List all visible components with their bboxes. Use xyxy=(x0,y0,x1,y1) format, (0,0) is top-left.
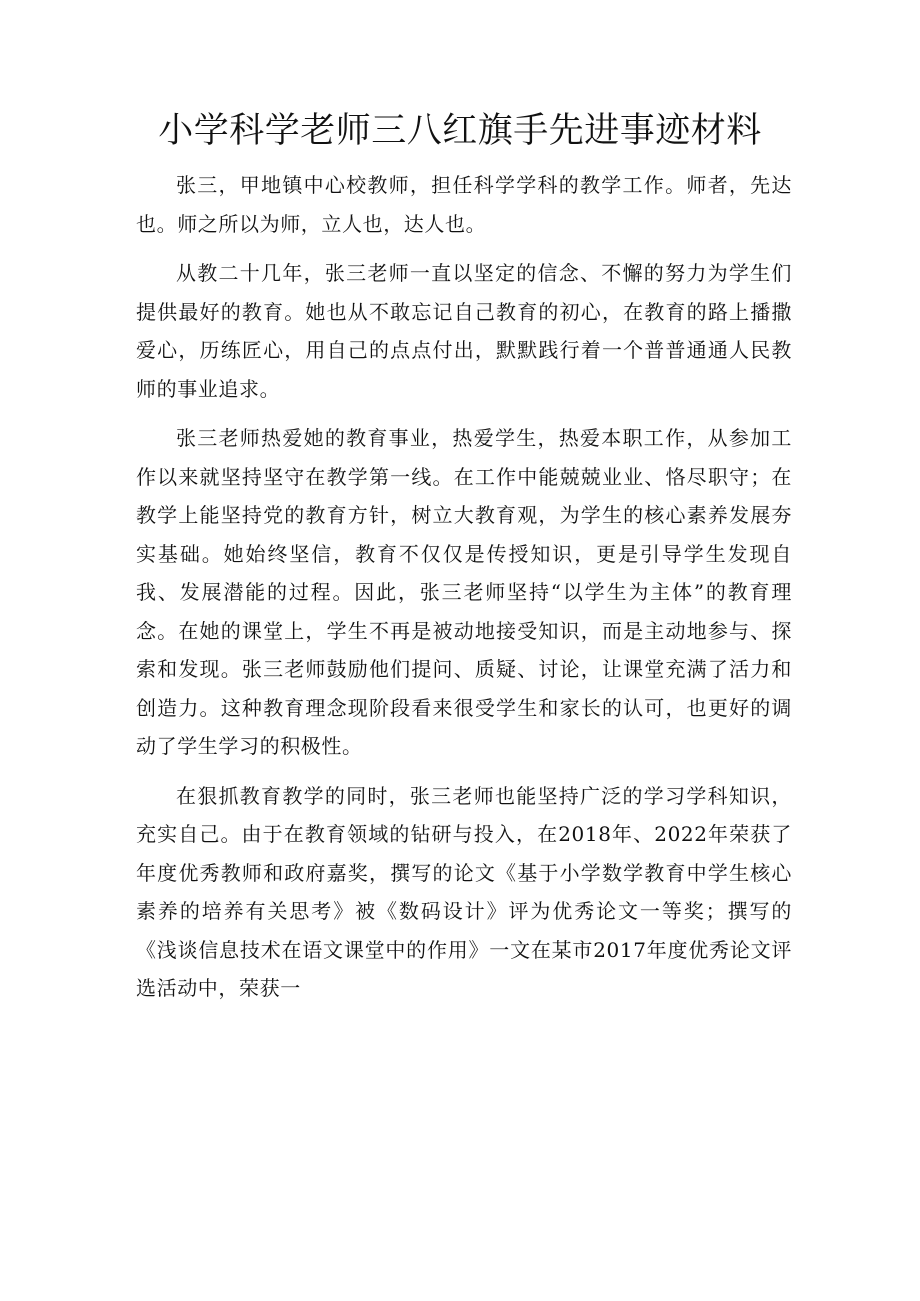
document-body xyxy=(136,166,792,1019)
paragraph-achievements: 在狠抓教育教学的同时，张三老师也能坚持广泛的学习学科知识，充实自己。由于在教育领域的钻研与投入，在2018年、2022年荣获了年度优秀教师和政府嘉奖，撰写的论文《基于小学数学教育中学生核心素养的培养有关思考》被《数码设计》评为优秀论文一等奖；撰写的《浅谈信息技术在语文课堂中的作用》一文在某市2017年度优秀论文评选活动中，荣获一 xyxy=(136,783,792,1000)
paragraph-teaching-philosophy: 张三老师热爱她的教育事业，热爱学生，热爱本职工作，从参加工作以来就坚持坚守在教学第一线。在工作中能兢兢业业、恪尽职守；在教学上能坚持党的教育方针，树立大教育观，为学生的核心素养发展夯实基础。她始终坚信，教育不仅仅是传授知识，更是引导学生发现自我、发展潜能的过程。因此，张三老师坚持“以学生为主体”的教育理念。在她的课堂上，学生不再是被动地接受知识，而是主动地参与、探索和发现。张三老师鼓励他们提问、质疑、讨论，让课堂充满了活力和创造力。这种教育理念现阶段看来很受学生和家长的认可，也更好的调动了学生学习的积极性。 xyxy=(136,426,792,758)
paragraph-intro: 张三，甲地镇中心校教师，担任科学学科的教学工作。师者，先达也。师之所以为师，立人也，达人也。 xyxy=(136,173,792,236)
paragraph-career: 从教二十几年，张三老师一直以坚定的信念、不懈的努力为学生们提供最好的教育。她也从不敢忘记自己教育的初心，在教育的路上播撒爱心，历练匠心，用自己的点点付出，默默践行着一个普普通通人民教师的事业追求。 xyxy=(136,261,792,401)
document-title: 小学科学老师三八红旗手先进事迹材料 xyxy=(158,111,762,151)
